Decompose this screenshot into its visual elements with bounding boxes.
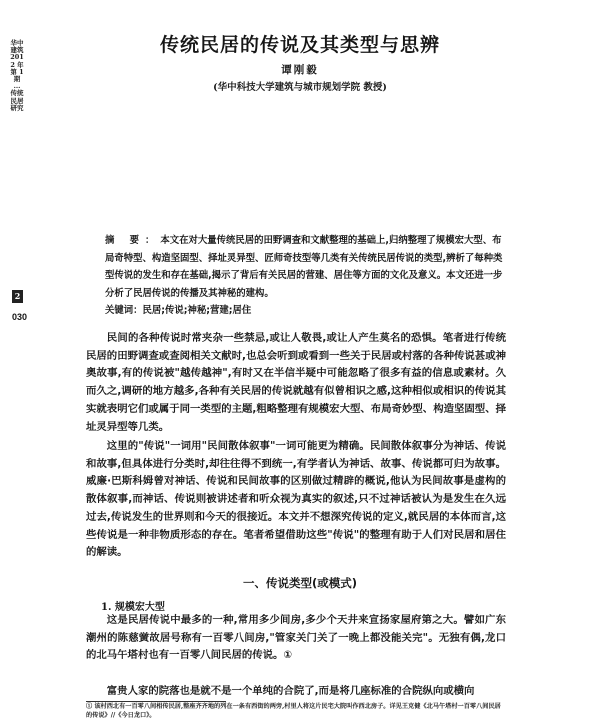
body-paragraph-1: 民间的各种传说时常夹杂一些禁忌,或让人敬畏,或让人产生莫名的恐惧。笔者进行传统民居的田野调查或查阅相关文献时,也总会听到或看到一些关于民居或村落的各种传说甚或神奥故事,有的传说被"越传越神",有时又在半信半疑中可能忽略了很多有益的信息或素材。久而久之,调研的地方越多,各种有关民居的传说就越有似曾相识之感,这种相似或相识的传说其实就表明它们或属于同一类型的主题,粗略整理有规模宏大型、布局奇妙型、构造坚固型、择址灵异型等几类。 xyxy=(86,332,506,433)
abstract-label: 摘 要： xyxy=(105,235,161,246)
page-title: 传统民居的传说及其类型与思辨 xyxy=(159,34,440,56)
body-paragraph-3: 这是民居传说中最多的一种,常用多少间房,多少个天井来宣扬家屋府第之大。譬如广东潮州的陈慈黉故居号称有一百零八间房,"管家关门关了一晚上都没能关完"。无独有偶,龙口的北马午塔村也有一百零八间民居的传说。① xyxy=(86,614,506,662)
keywords xyxy=(105,302,503,316)
body-paragraph-4: 富贵人家的院落也是就不是一个单纯的合院了,而是将几座标准的合院纵向或横向 xyxy=(106,685,475,697)
keywords-text: 民居;传说;神秘;营建;居住 xyxy=(142,305,252,316)
page-number: 030 xyxy=(12,312,28,322)
footnote: ① 该村西北有一百零八间相传民居,整座齐齐地的列在一条有西街的两旁,村里人将这片民宅大院叫作西北房子。详见王克健《北马午塔村一百零八间民居的传说》//《今日龙口》。 xyxy=(86,703,501,719)
running-header: 华中建筑 2012 年第 1 期 ... 传统民居研究 xyxy=(10,39,24,112)
subsection-heading: 1. 规模宏大型 xyxy=(101,602,165,613)
affiliation: (华中科技大学建筑与城市规划学院 教授) xyxy=(213,82,387,93)
footnote-divider xyxy=(86,701,226,702)
abstract-text: 本文在对大量传统民居的田野调查和文献整理的基础上,归纳整理了规模宏大型、布局奇特型、构造坚固型、择址灵异型、匠师奇技型等几类有关传统民居传说的类型,辨析了每种类型传说的发生和存在基础,揭示了背后有关民居的营建、居住等方面的文化及意义。本文还进一步分析了民居传说的传播及其神秘的建构。 xyxy=(105,235,503,299)
side-mark: 2 xyxy=(12,290,23,303)
section-heading: 一、传说类型(或模式) xyxy=(242,576,357,590)
body-paragraph-2: 这里的"传说"一词用"民间散体叙事"一词可能更为精确。民间散体叙事分为神话、传说和故事,但具体进行分类时,却往往得不到统一,有学者认为神话、故事、传说都可归为故事。威廉·巴斯科姆曾对神话、传说和民间故事的区别做过精辟的概说,他认为民间故事是虚构的散体叙事,而神话、传说则被讲述者和听众视为真实的叙述,只不过神话被认为是发生在久远过去,传说发生的世界则和今天的很接近。本文并不想深究传说的定义,就民居的本体而言,这些传说是一种非物质形态的存在。笔者希望借助这些"传说"的整理有助于人们对民居和居住的解读。 xyxy=(86,440,506,559)
author: 谭刚毅 xyxy=(281,64,319,76)
keywords-label: 关键词： xyxy=(105,305,143,316)
abstract xyxy=(105,232,503,302)
